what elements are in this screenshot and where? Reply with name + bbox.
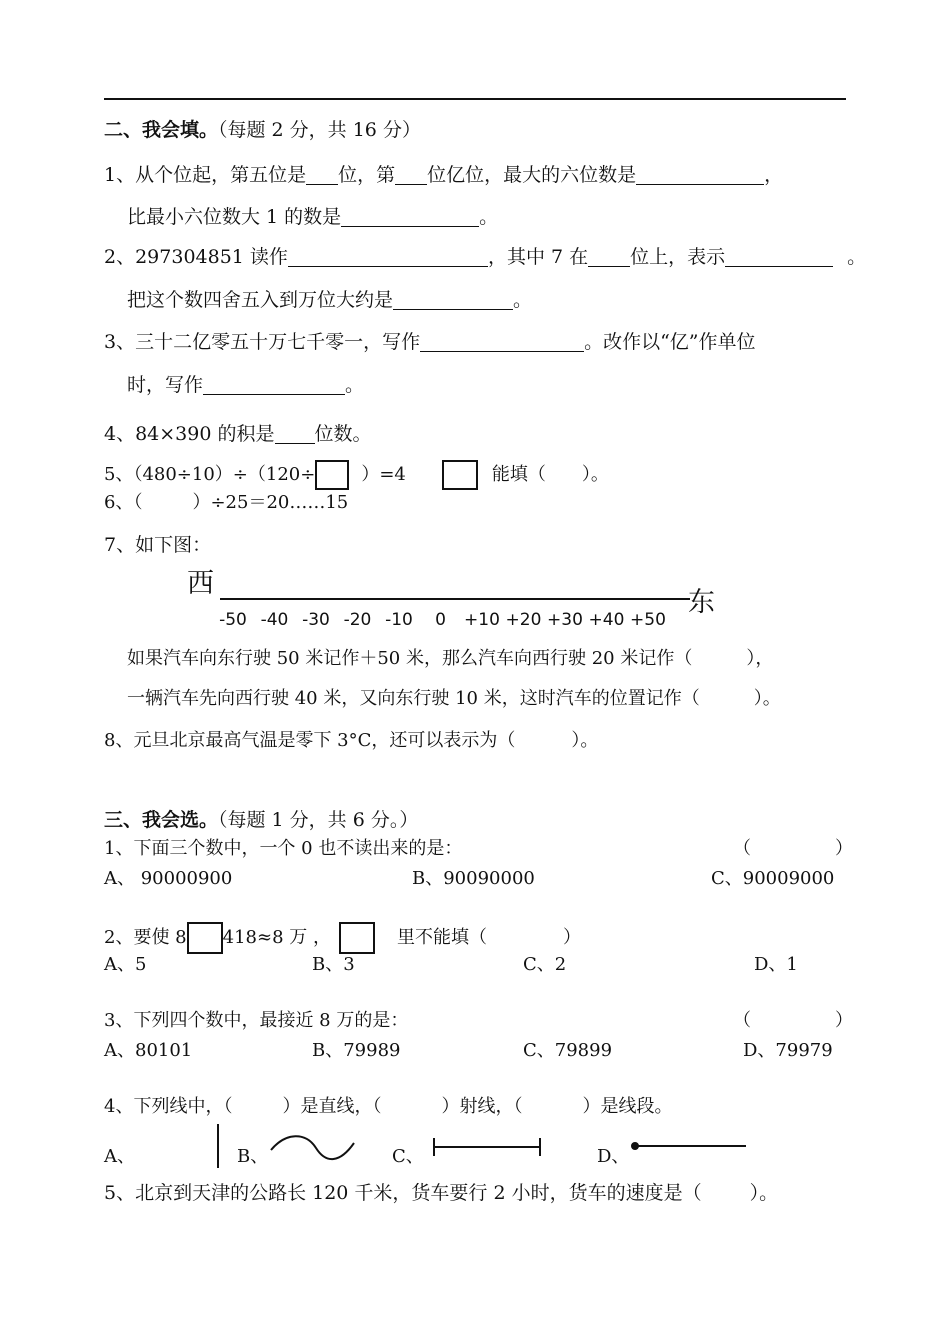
s2-q2-blank-3[interactable] [725, 246, 833, 267]
s3-q1-paren-open: （ [733, 838, 751, 859]
section2-header [104, 121, 421, 140]
s2-q2-text-a: 2、297304851 读作 [104, 245, 288, 268]
s2-q2-blank-2[interactable] [588, 246, 630, 267]
s2-q2-blank-1[interactable] [288, 246, 488, 267]
s2-q3-text-c: 时，写作 [127, 373, 204, 396]
section3-title: 三、我会选。 [104, 809, 219, 831]
s2-q1-text-b: 位，第 [338, 163, 396, 186]
s3-q2-text-b: 418≈8 万 ， [222, 927, 331, 948]
s3-q4-option-c[interactable]: C、 [392, 1146, 424, 1167]
s3-q3-option-b[interactable]: B、79989 [312, 1040, 401, 1061]
s2-q5-box-1[interactable] [315, 460, 349, 490]
s3-q2-option-c[interactable]: C、2 [523, 954, 567, 975]
s2-q7-text-1a: 如果汽车向东行驶 50 米记作＋50 米，那么汽车向西行驶 20 米记作（ [127, 648, 693, 669]
s2-q2-text-c: 位上，表示 [630, 245, 726, 268]
top-rule [104, 98, 846, 100]
s2-q2-line2 [127, 289, 532, 310]
s3-q4-option-b[interactable]: B、 [237, 1146, 269, 1167]
vertical-segment-icon [212, 1122, 224, 1170]
s3-q1-option-a[interactable]: A、 90000900 [104, 868, 233, 889]
s2-q6-line [104, 494, 348, 512]
s3-q1-text: 1、下面三个数中，一个 0 也不读出来的是： [104, 838, 463, 859]
number-line-figure [215, 590, 695, 635]
s3-q4-option-a[interactable]: A、 [104, 1146, 135, 1167]
s3-q1-paren-close: ） [835, 838, 853, 859]
s2-q6-text-b: ）÷25＝20……15 [192, 492, 349, 513]
s2-q1-blank-4[interactable] [341, 206, 479, 227]
s3-q3-option-c[interactable]: C、79899 [523, 1040, 613, 1061]
s3-q2-text-c: 里不能填（ [396, 927, 487, 948]
s2-q1-text-c: 位亿位，最大的六位数是 [427, 163, 637, 186]
section2-score: （每题 2 分，共 16 分） [218, 119, 421, 141]
s3-q2-text-d: ） [562, 927, 581, 948]
s2-q5-text-d: ）。 [581, 464, 609, 485]
s3-q2-text-a: 2、要使 8 [104, 927, 187, 948]
s3-q2-option-d[interactable]: D、1 [754, 954, 798, 975]
s3-q2-option-a[interactable]: A、5 [104, 954, 147, 975]
s3-q3-option-a[interactable]: A、80101 [104, 1040, 193, 1061]
s2-q7-text-1b: ）， [746, 648, 774, 669]
s2-q5-text-a: 5、（480÷10）÷（120÷ [104, 464, 316, 485]
s2-q4-text-a: 4、84×390 的积是 [104, 422, 275, 445]
s3-q2-line [104, 922, 581, 954]
number-line-tick-label: -30 [302, 610, 330, 630]
s3-q3-text: 3、下列四个数中，最接近 8 万的是： [104, 1010, 409, 1031]
s2-q3-text-d: 。 [345, 373, 365, 396]
s3-q4-line [104, 1098, 672, 1116]
s2-q1-text-d: ， [764, 163, 784, 186]
s2-q4-blank[interactable] [275, 423, 315, 444]
s2-q1-line2 [127, 206, 498, 227]
s2-q5-line [104, 460, 609, 490]
s3-q5-line [104, 1184, 778, 1203]
number-line-tick-label: +10 [464, 610, 500, 630]
s3-q4-option-d[interactable]: D、 [597, 1146, 630, 1167]
s2-q7-line1 [127, 650, 773, 668]
s2-q1-text-f: 。 [479, 205, 499, 228]
number-line-tick-label: -10 [385, 610, 413, 630]
s2-q1-line1 [104, 164, 783, 185]
s2-q3-blank-1[interactable] [420, 331, 584, 352]
s3-q3-paren-open: （ [733, 1010, 751, 1031]
s2-q5-box-2[interactable] [442, 460, 478, 490]
s2-q5-text-b: ）=4 [361, 464, 406, 485]
s2-q3-blank-2[interactable] [203, 374, 345, 395]
s2-q4-line [104, 423, 372, 444]
section2-title: 二、我会填。 [104, 119, 219, 141]
number-line-tick-label: +30 [547, 610, 583, 630]
s3-q4-text-b: ）是直线，（ [282, 1096, 382, 1117]
number-line-tick-label: +50 [630, 610, 666, 630]
s2-q7-label: 7、如下图： [104, 534, 212, 556]
number-line-east: 东 [688, 587, 715, 618]
s2-q1-text-e: 比最小六位数大 1 的数是 [127, 205, 342, 228]
ray-icon [628, 1138, 750, 1154]
s2-q8-text-b: ）。 [571, 730, 599, 751]
s3-q2-option-b[interactable]: B、3 [312, 954, 355, 975]
s2-q3-text-a: 3、三十二亿零五十万七千零一，写作 [104, 330, 421, 353]
s3-q2-box-2[interactable] [339, 922, 375, 954]
s2-q3-line2 [127, 374, 364, 395]
s2-q2-blank-4[interactable] [393, 289, 513, 310]
number-line-tick-label: 0 [435, 610, 446, 630]
line-segment-icon [430, 1136, 545, 1158]
s2-q3-text-b: 。改作以“亿”作单位 [584, 330, 756, 353]
s3-q5-text-b: ）。 [749, 1182, 779, 1204]
s3-q1-option-b[interactable]: B、90090000 [412, 868, 535, 889]
s2-q1-blank-1[interactable] [306, 164, 338, 185]
s2-q2-text-e: 把这个数四舍五入到万位大约是 [127, 288, 394, 311]
number-line-tick-label: -40 [260, 610, 289, 630]
s2-q2-text-f: 。 [513, 288, 533, 311]
s2-q1-blank-2[interactable] [395, 164, 427, 185]
s3-q3-option-d[interactable]: D、79979 [743, 1040, 833, 1061]
number-line-tick-label: -50 [219, 610, 247, 630]
s2-q8-text-a: 8、元旦北京最高气温是零下 3°C，还可以表示为（ [104, 730, 516, 751]
s3-q1-option-c[interactable]: C、90009000 [711, 868, 835, 889]
section3-header [104, 811, 418, 830]
wavy-line-icon [268, 1135, 358, 1161]
number-line-west: 西 [187, 568, 214, 599]
s3-q5-text-a: 5、北京到天津的公路长 120 千米，货车要行 2 小时，货车的速度是（ [104, 1182, 702, 1204]
s2-q1-blank-3[interactable] [636, 164, 764, 185]
s2-q7-text-2a: 一辆汽车先向西行驶 40 米，又向东行驶 10 米，这时汽车的位置记作（ [127, 688, 700, 709]
s3-q3-paren-close: ） [835, 1010, 853, 1031]
s2-q7-line2 [127, 690, 781, 708]
section3-score: （每题 1 分，共 6 分。） [218, 809, 419, 831]
s3-q4-text-c: ）射线，（ [441, 1096, 523, 1117]
number-line-tick-label: +40 [588, 610, 625, 630]
s2-q1-text-a: 1、从个位起，第五位是 [104, 163, 307, 186]
s3-q4-text-a: 4、下列线中，（ [104, 1096, 233, 1117]
s2-q2-line1 [104, 246, 866, 267]
number-line-tick-label: -20 [343, 610, 372, 630]
s3-q4-text-d: ）是线段。 [582, 1096, 673, 1117]
s2-q7-text-2b: ）。 [753, 688, 781, 709]
s3-q2-box-1[interactable] [187, 922, 223, 954]
s2-q8-line [104, 732, 598, 750]
s2-q2-text-d: 。 [847, 245, 867, 268]
s2-q4-text-b: 位数。 [314, 422, 372, 445]
s2-q2-text-b: ，其中 7 在 [487, 245, 589, 268]
s2-q6-text-a: 6、（ [104, 492, 143, 513]
s2-q5-text-c: 能填（ [491, 464, 546, 485]
number-line-tick-label: +20 [505, 610, 542, 630]
s2-q3-line1 [104, 331, 756, 352]
